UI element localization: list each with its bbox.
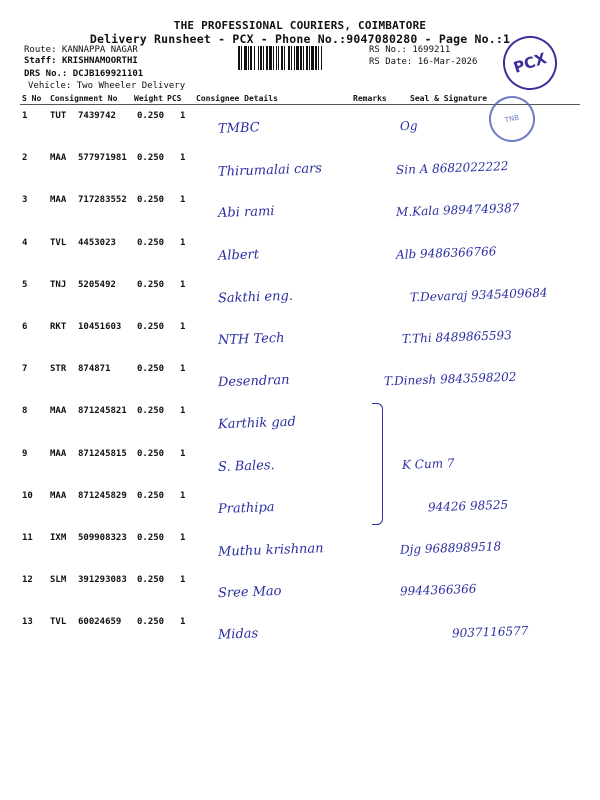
row-consignment-code: IXM (50, 533, 67, 543)
row-pcs: 1 (180, 238, 186, 248)
table-row (0, 491, 600, 533)
row-weight: 0.250 (137, 111, 165, 121)
table-row (0, 617, 600, 659)
row-consignment-number: 60024659 (78, 617, 122, 627)
pcx-stamp: PCX (496, 29, 564, 97)
row-sno: 8 (22, 406, 28, 416)
handwritten-signature: Alb 9486366766 (395, 244, 497, 262)
row-sno: 7 (22, 364, 28, 374)
table-row (0, 449, 600, 491)
handwritten-consignee: S. Bales. (217, 458, 275, 475)
row-consignment-code: MAA (50, 406, 67, 416)
col-seal: Seal & Signature (410, 94, 488, 103)
table-row (0, 364, 600, 406)
row-sno: 13 (22, 617, 33, 627)
row-consignment-number: 871245815 (78, 449, 127, 459)
handwritten-consignee: Abi rami (217, 204, 275, 221)
row-sno: 4 (22, 238, 28, 248)
handwritten-consignee: Albert (217, 247, 260, 264)
table-row (0, 322, 600, 364)
row-consignment-number: 871245821 (78, 406, 127, 416)
row-pcs: 1 (180, 533, 186, 543)
row-sno: 9 (22, 449, 28, 459)
row-sno: 11 (22, 533, 33, 543)
handwritten-consignee: Thirumalai cars (217, 161, 323, 180)
handwritten-signature: T.Dinesh 9843598202 (383, 369, 517, 389)
table-row (0, 153, 600, 195)
row-sno: 6 (22, 322, 28, 332)
row-sno: 5 (22, 280, 28, 290)
handwritten-signature: K Cum 7 (401, 456, 455, 472)
row-consignment-code: TVL (50, 617, 67, 627)
row-consignment-number: 874871 (78, 364, 111, 374)
vehicle: Vehicle: Two Wheeler Delivery (28, 81, 186, 91)
col-remarks: Remarks (353, 94, 387, 103)
handwritten-consignee: Muthu krishnan (217, 541, 324, 560)
row-weight: 0.250 (137, 322, 165, 332)
row-consignment-number: 717283552 (78, 195, 127, 205)
row-consignment-code: SLM (50, 575, 67, 585)
row-sno: 1 (22, 111, 28, 121)
row-sno: 12 (22, 575, 33, 585)
handwritten-signature: 9037116577 (451, 623, 529, 641)
staff-name: KRISHNAMOORTHI (61, 56, 138, 66)
row-consignment-number: 4453023 (78, 238, 116, 248)
row-pcs: 1 (180, 280, 186, 290)
row-pcs: 1 (180, 575, 186, 585)
col-consignment: Consignment No (50, 94, 118, 103)
row-pcs: 1 (180, 449, 186, 459)
row-pcs: 1 (180, 195, 186, 205)
row-consignment-code: TNJ (50, 280, 67, 290)
barcode (238, 46, 366, 70)
row-consignment-number: 5205492 (78, 280, 116, 290)
row-weight: 0.250 (137, 364, 165, 374)
col-sno: S No (22, 94, 42, 103)
row-weight: 0.250 (137, 280, 165, 290)
handwritten-signature: 94426 98525 (427, 497, 509, 515)
staff (24, 56, 138, 67)
table-row (0, 238, 600, 280)
route: Route: KANNAPPA NAGAR (24, 45, 138, 55)
handwritten-signature: T.Devaraj 9345409684 (409, 285, 548, 305)
handwritten-consignee: NTH Tech (217, 330, 285, 349)
row-weight: 0.250 (137, 491, 165, 501)
table-row (0, 195, 600, 237)
row-pcs: 1 (180, 111, 186, 121)
row-weight: 0.250 (137, 533, 165, 543)
row-pcs: 1 (180, 153, 186, 163)
row-consignment-number: 10451603 (78, 322, 122, 332)
col-pcs: PCS (167, 94, 182, 103)
rs-date: RS Date: 16-Mar-2026 (369, 57, 478, 67)
table-row (0, 406, 600, 448)
handwritten-signature: Sin A 8682022222 (395, 159, 509, 177)
table-row (0, 575, 600, 617)
row-weight: 0.250 (137, 238, 165, 248)
row-consignment-number: 871245829 (78, 491, 127, 501)
row-pcs: 1 (180, 322, 186, 332)
row-weight: 0.250 (137, 449, 165, 459)
round-seal: TNB (485, 92, 540, 147)
table-row (0, 280, 600, 322)
row-pcs: 1 (180, 406, 186, 416)
col-weight: Weight (134, 94, 163, 103)
handwritten-consignee: Sakthi eng. (217, 288, 294, 307)
row-sno: 3 (22, 195, 28, 205)
handwritten-signature: M.Kala 9894749387 (395, 200, 520, 220)
row-sno: 10 (22, 491, 33, 501)
col-consignee: Consignee Details (196, 94, 278, 103)
row-consignment-code: MAA (50, 195, 67, 205)
row-pcs: 1 (180, 491, 186, 501)
row-consignment-code: MAA (50, 449, 67, 459)
handwritten-signature: T.Thi 8489865593 (401, 328, 513, 346)
row-weight: 0.250 (137, 617, 165, 627)
row-consignment-code: MAA (50, 153, 67, 163)
row-consignment-number: 7439742 (78, 111, 116, 121)
handwritten-signature: Og (399, 118, 418, 134)
row-weight: 0.250 (137, 406, 165, 416)
row-consignment-number: 391293083 (78, 575, 127, 585)
row-weight: 0.250 (137, 575, 165, 585)
row-consignment-code: RKT (50, 322, 67, 332)
row-consignment-code: TUT (50, 111, 67, 121)
table-row (0, 111, 600, 153)
row-consignment-code: TVL (50, 238, 67, 248)
row-pcs: 1 (180, 617, 186, 627)
handwritten-consignee: Desendran (217, 372, 290, 391)
handwritten-consignee: TMBC (217, 120, 260, 137)
runsheet-subtitle: Delivery Runsheet - PCX - Phone No.:9047080280 - Page No.:1 (89, 32, 511, 46)
handwritten-signature: Djg 9688989518 (399, 539, 502, 557)
handwritten-consignee: Prathipa (217, 500, 275, 517)
row-consignment-number: 509908323 (78, 533, 127, 543)
row-weight: 0.250 (137, 153, 165, 163)
handwritten-consignee: Midas (217, 626, 259, 643)
row-consignment-code: STR (50, 364, 67, 374)
staff-label: Staff: (24, 56, 57, 66)
drs-number: DRS No.: DCJB169921101 (24, 69, 144, 79)
row-weight: 0.250 (137, 195, 165, 205)
rs-number: RS No.: 1699211 (369, 45, 451, 55)
row-consignment-code: MAA (50, 491, 67, 501)
company-title: THE PROFESSIONAL COURIERS, COIMBATORE (173, 19, 427, 32)
row-pcs: 1 (180, 364, 186, 374)
row-sno: 2 (22, 153, 28, 163)
table-row (0, 533, 600, 575)
handwritten-consignee: Karthik gad (217, 414, 297, 433)
row-consignment-number: 577971981 (78, 153, 127, 163)
handwritten-consignee: Sree Mao (217, 583, 282, 602)
handwritten-signature: 9944366366 (399, 581, 477, 599)
